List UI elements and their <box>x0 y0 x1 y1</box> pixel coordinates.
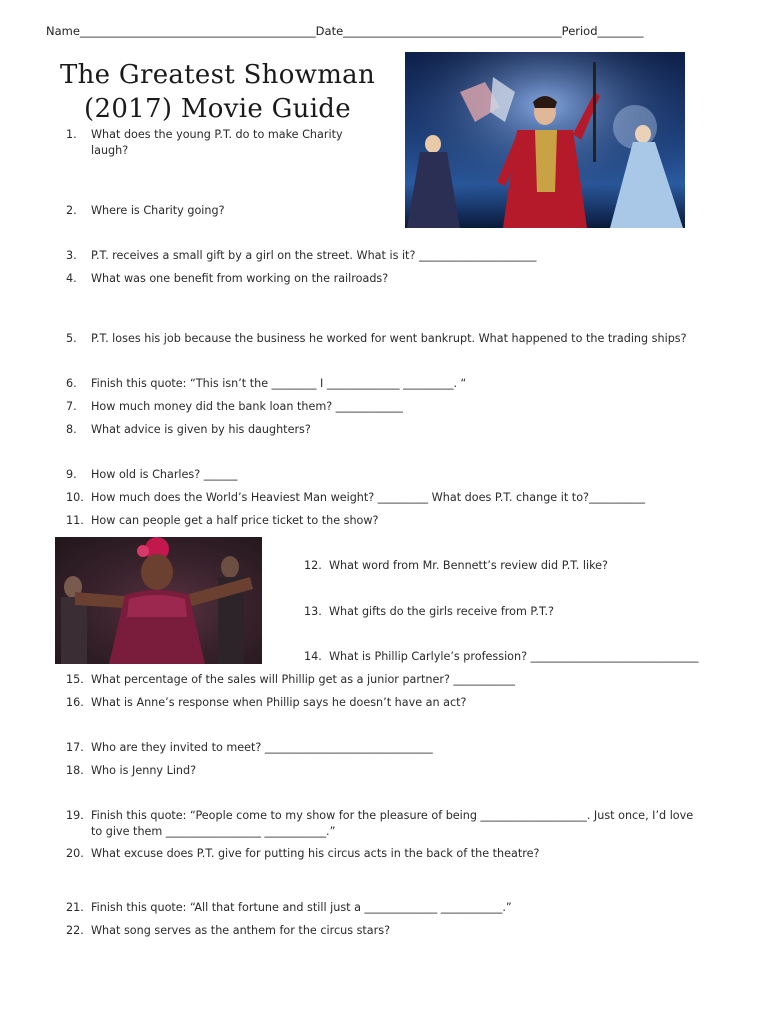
question-19: 19. Finish this quote: “People come to my show for the pleasure of being ___________________. Just once, I’d love to give them _________________ ___________.” <box>66 809 694 838</box>
name-date-period-line: Name_________________________________________Date______________________________________Period________ <box>46 24 644 38</box>
page-title <box>50 58 385 126</box>
movie-poster-image <box>405 52 685 228</box>
performer-illustration <box>55 537 262 664</box>
title-line-1: The Greatest Showman <box>59 60 376 90</box>
title-line-2: (2017) Movie Guide <box>84 94 351 124</box>
performer-photo <box>55 537 262 664</box>
poster-illustration <box>405 52 685 228</box>
question-1: 1. What does the young P.T. do to make Charity laugh? <box>66 128 343 157</box>
